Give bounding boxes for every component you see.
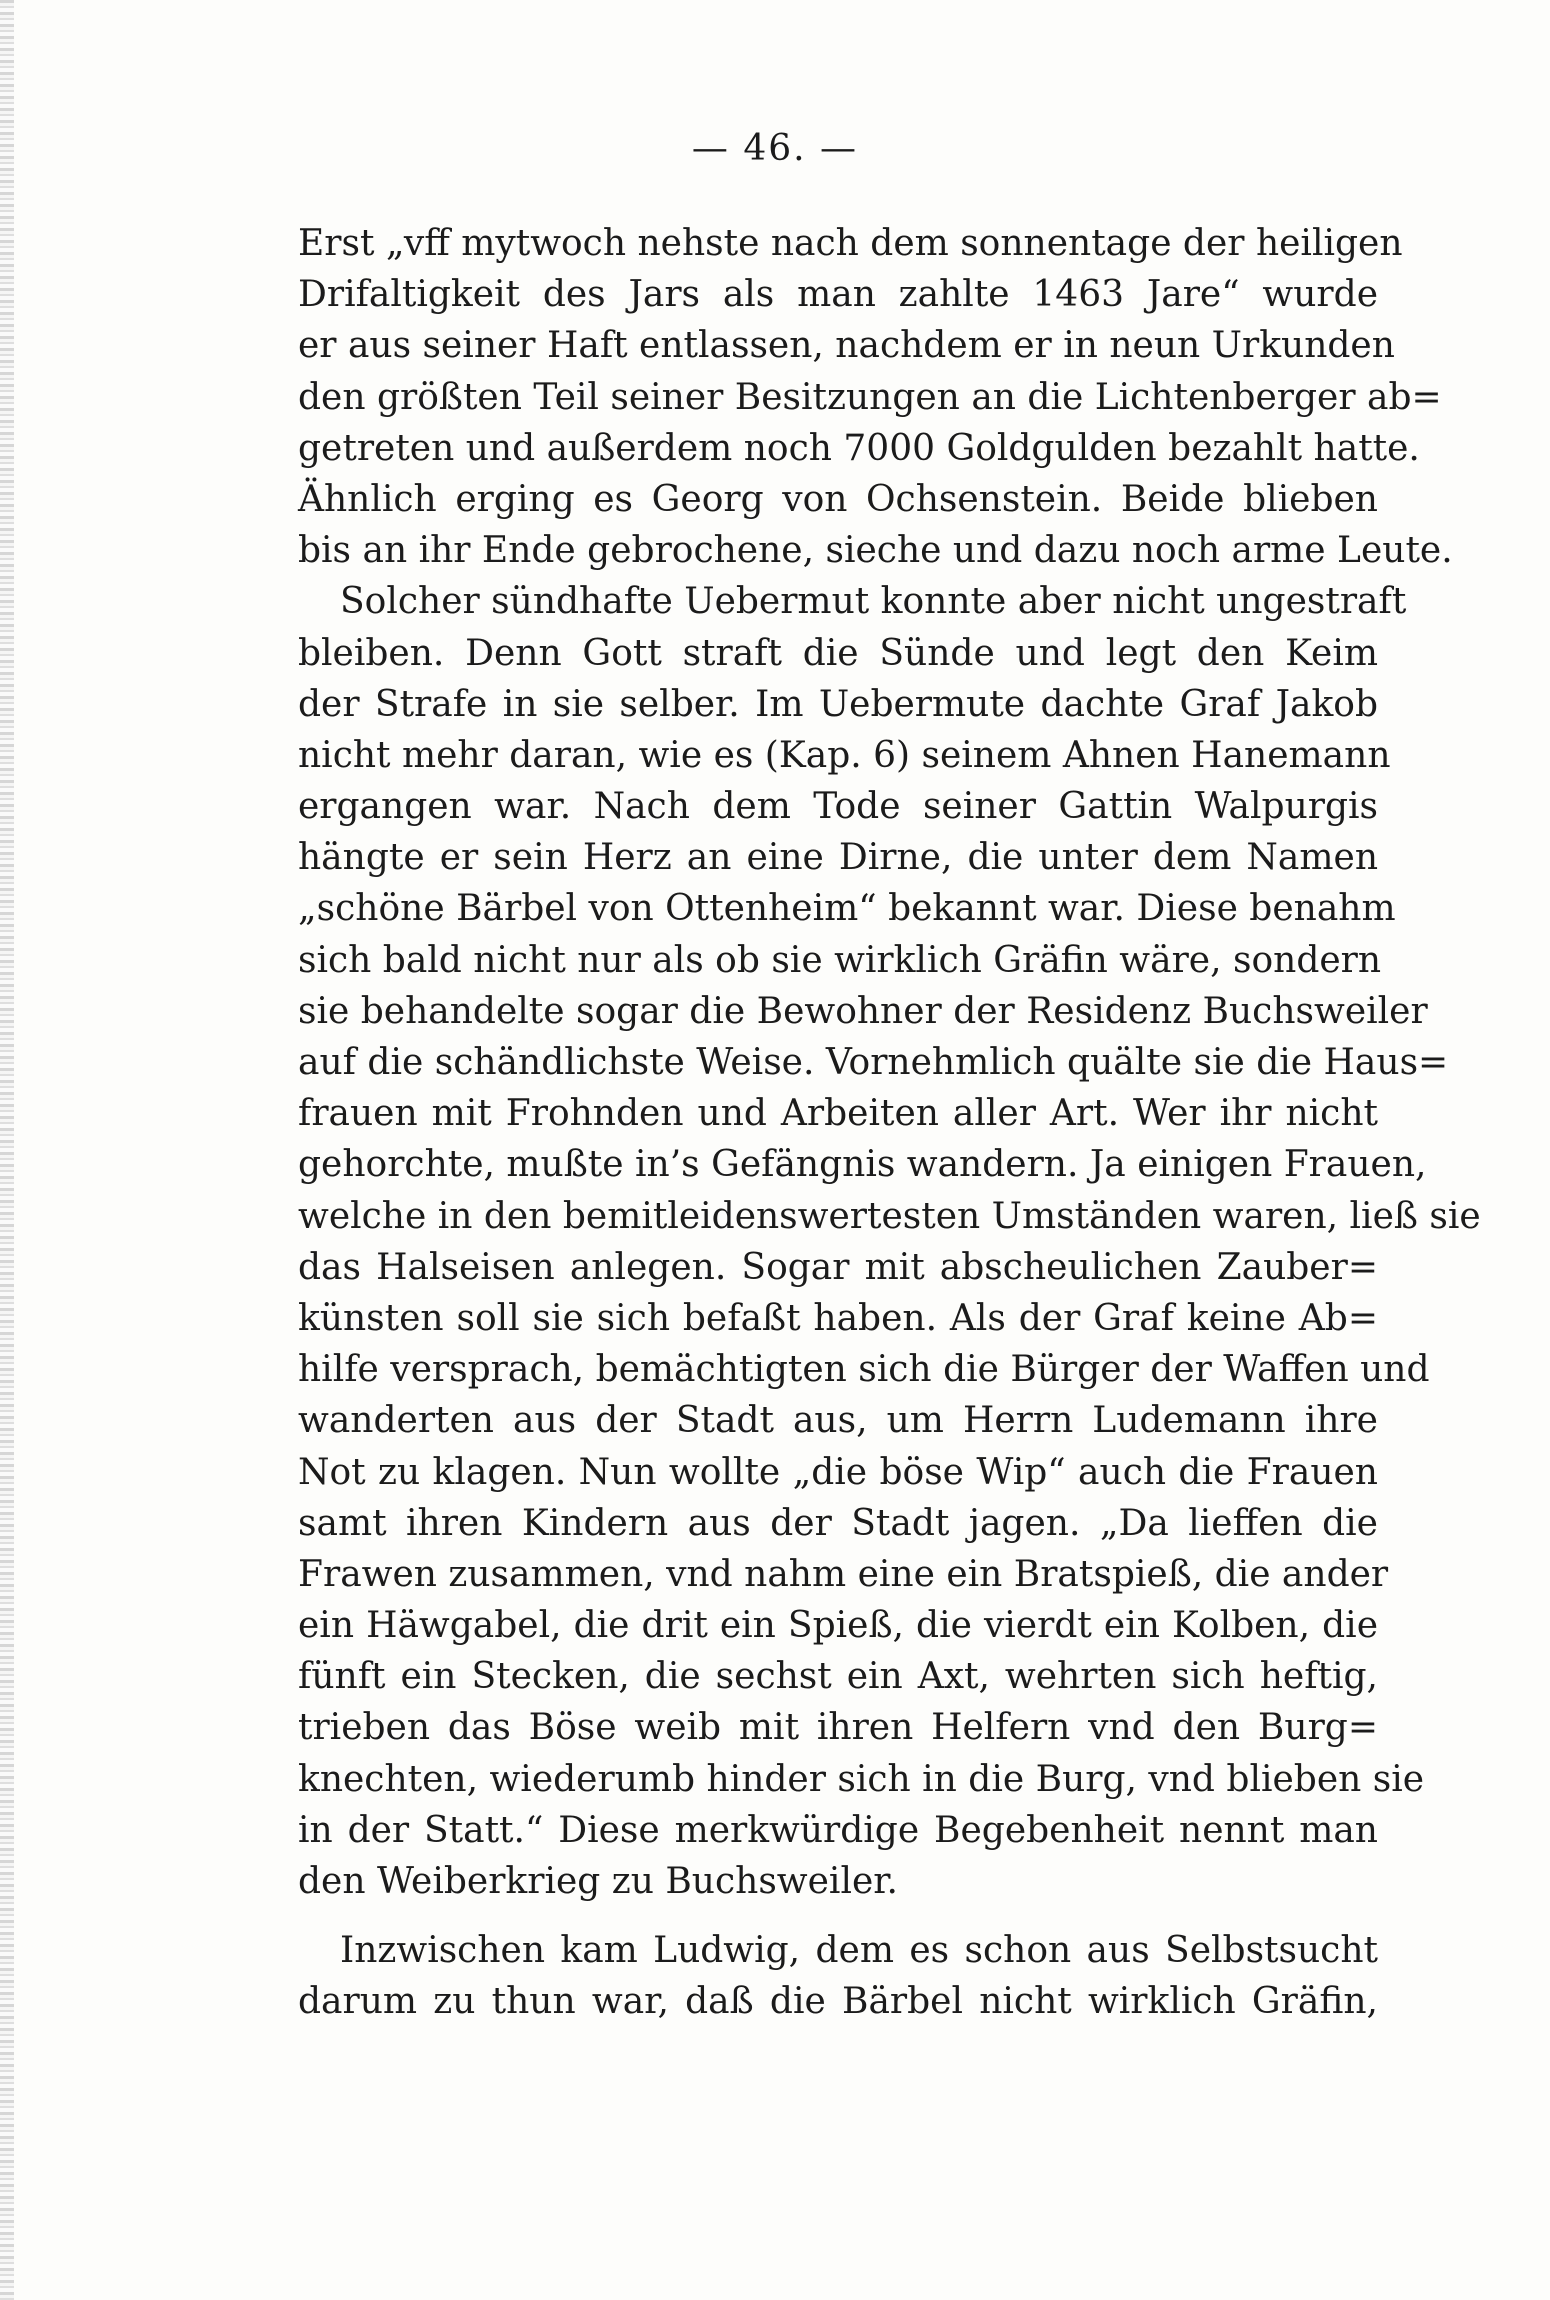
scan-edge <box>0 0 14 2300</box>
text-line: Ähnlich erging es Georg von Ochsenstein. Beide blieben <box>298 478 1378 520</box>
text-line: Erst „vff mytwoch nehste nach dem sonnentage der heiligen <box>298 223 1403 264</box>
text-line: Solcher sündhafte Uebermut konnte aber nicht ungestraft <box>340 581 1407 623</box>
text-line: getreten und außerdem noch 7000 Goldgulden bezahlt hatte. <box>298 427 1420 469</box>
text-line: fünft ein Stecken, die sechst ein Axt, wehrten sich heftig, <box>298 1656 1378 1698</box>
text-line: welche in den bemitleidenswertesten Umständen waren, ließ sie <box>298 1195 1481 1237</box>
body-text <box>298 218 1481 2028</box>
text-line: trieben das Böse weib mit ihren Helfern vnd den Burg= <box>298 1707 1378 1749</box>
text-line: nicht mehr daran, wie es (Kap. 6) seinem Ahnen Hanemann <box>298 734 1391 776</box>
text-line: bis an ihr Ende gebrochene, sieche und dazu noch arme Leute. <box>298 530 1453 572</box>
text-line: darum zu thun war, daß die Bärbel nicht wirklich Gräfin, <box>298 1981 1378 2023</box>
text-line: der Strafe in sie selber. Im Uebermute dachte Graf Jakob <box>298 683 1378 725</box>
text-line: wanderten aus der Stadt aus, um Herrn Ludemann ihre <box>298 1400 1378 1442</box>
paragraph-2 <box>298 576 1481 1907</box>
text-line: bleiben. Denn Gott straft die Sünde und legt den Keim <box>298 632 1378 674</box>
text-line: hilfe versprach, bemächtigten sich die Bürger der Waffen und <box>298 1349 1430 1391</box>
text-line: den größten Teil seiner Besitzungen an die Lichtenberger ab= <box>298 376 1442 418</box>
paragraph-1 <box>298 218 1453 576</box>
text-line: Frawen zusammen, vnd nahm eine ein Bratspieß, die ander <box>298 1553 1389 1595</box>
text-line: Inzwischen kam Ludwig, dem es schon aus Selbstsucht <box>340 1930 1378 1972</box>
text-line: hängte er sein Herz an eine Dirne, die unter dem Namen <box>298 837 1378 879</box>
text-line: „schöne Bärbel von Ottenheim“ bekannt war. Diese benahm <box>298 888 1396 930</box>
text-line: samt ihren Kindern aus der Stadt jagen. „Da lieffen die <box>298 1502 1378 1544</box>
text-line: künsten soll sie sich befaßt haben. Als der Graf keine Ab= <box>298 1297 1378 1339</box>
text-line: er aus seiner Haft entlassen, nachdem er in neun Urkunden <box>298 325 1395 367</box>
text-line: auf die schändlichste Weise. Vornehmlich quälte sie die Haus= <box>298 1042 1449 1083</box>
text-line: Drifaltigkeit des Jars als man zahlte 1463 Jare“ wurde <box>298 274 1378 316</box>
text-line: das Halseisen anlegen. Sogar mit abscheulichen Zauber= <box>298 1246 1378 1288</box>
paragraph-gap <box>298 1907 1378 1925</box>
text-line: Not zu klagen. Nun wollte „die böse Wip“ auch die Frauen <box>298 1451 1378 1493</box>
page-number: — 46. — <box>691 128 859 169</box>
text-line: sich bald nicht nur als ob sie wirklich Gräfin wäre, sondern <box>298 939 1382 981</box>
text-line: den Weiberkrieg zu Buchsweiler. <box>298 1861 898 1902</box>
text-line: ein Häwgabel, die drit ein Spieß, die vierdt ein Kolben, die <box>298 1605 1378 1647</box>
paragraph-3 <box>298 1925 1378 2027</box>
text-line: sie behandelte sogar die Bewohner der Residenz Buchsweiler <box>298 990 1428 1032</box>
text-line: knechten, wiederumb hinder sich in die Burg, vnd blieben sie <box>298 1758 1425 1800</box>
text-line: frauen mit Frohnden und Arbeiten aller Art. Wer ihr nicht <box>298 1093 1378 1135</box>
text-line: ergangen war. Nach dem Tode seiner Gattin Walpurgis <box>298 786 1378 828</box>
text-line: gehorchte, mußte in’s Gefängnis wandern. Ja einigen Frauen, <box>298 1144 1427 1186</box>
text-line: in der Statt.“ Diese merkwürdige Begebenheit nennt man <box>298 1809 1378 1851</box>
